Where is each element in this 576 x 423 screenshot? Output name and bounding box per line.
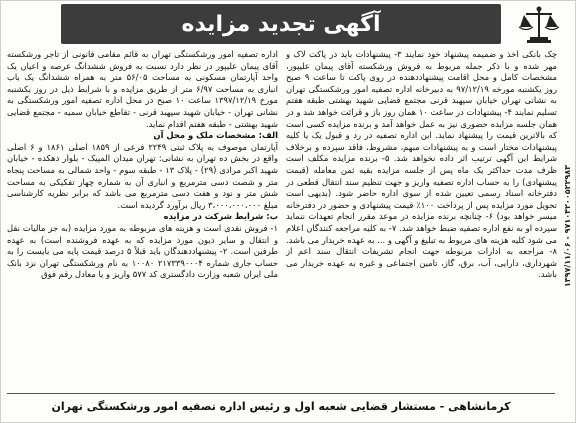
signature-line: کرمانشاهی - مستشار قضایی شعبه اول و رئیس اداره تصفیه امور ورشکستگی تهران	[51, 400, 511, 413]
page-title: آگهی تجدید مزایده	[181, 11, 381, 37]
section-a-title: الف: مشخصات ملک و محل آن	[153, 130, 278, 141]
section-a-body: آپارتمان موصوف به پلاک ثبتی ۲۲۴۹ فرعی از ۱۸۵۹ اصلی ۱۸۶۱ و ۶ اصلی واقع در بخش ده تهران به نشانی: تهران میدان المپیک - بلوار دهکده - خیابان شهید اکبر مرادی (۲۹) - پلاک ۱۳ - طبقه سوم - واحد شمالی به مساحت پنجاه متر و شصت دسی مترمربع و انباری آن به شماره چهار تفکیکی به مساحت شش متر و نود و هفت دسی مترمربع می باشد که برابر نظریه کارشناسی مبلغ ۳،۰۰۰،۰۰۰،۰۰۰ ریال برآورد گردیده است.	[7, 141, 278, 210]
right-column	[7, 49, 278, 389]
intro-paragraph: اداره تصفیه امور ورشکستگی تهران به قائم مقامی قانونی از تاجر ورشکسته آقای پیمان علیپور در نظر دارد نسبت به فروش ششدانگ عرصه و اعیان یک واحد آپارتمان مسکونی به مساحت ۵۶/۰۵ متر به همراه ششدانگ یک باب انباری به مساحت ۶/۹۷ متر از طریق مزایده و با شرایط ذیل در روز یکشنبه مورخ ۱۳۹۷/۱۲/۱۹ ساعت ۱۰ صبح در محل اداره تصفیه امور ورشکستگی به نشانی تهران - خیابان شهید سپهبد قرنی - تقاطع خیابان سمیه - مجتمع قضایی شهید بهشتی - طبقه هفتم اقدام نماید.	[7, 49, 278, 129]
reference-number: ۱۳۹۷/۱۱/۰۶ - ۹۷۱۰۴۲۰۰۵۲۲۹۸۳	[562, 164, 572, 288]
reference-stripe	[561, 61, 573, 391]
footer-signature-bar	[7, 393, 555, 419]
notice-columns	[7, 49, 557, 389]
title-banner	[61, 4, 501, 44]
section-b-title: ب: شرایط شرکت در مزایده	[163, 211, 278, 222]
left-column	[286, 49, 557, 389]
section-b-body: ۱- فروش نقدی است و هزینه های مربوطه به مورد مزایده (به جز مالیات نقل و انتقال و سایر دیون مورد مزایده که به عهده فروشنده است) به عهده طرفین است. ۲- پیشنهاددهندگان باید قبلاً ۵ درصد قیمت پایه می بایست را به حساب جاری شماره ۲۱۷۳۳۹۰۰۰۴ ۱۰۰۸۰ به نام ورشکستگی تهران نزد بانک ملی ایران شعبه وزارت دادگستری کد ۵۷۷ واریز و یا معادل رقم فوق	[7, 222, 278, 280]
conditions-continued: چک بانکی اخذ و ضمیمه پیشنهاد خود نمایند ۳- پیشنهادات باید در پاکت لاک و مهر شده و با ذکر جمله مربوط به فروش ورشکسته آقای پیمان علیپور، مشخصات کامل و محل اقامت پیشنهاددهنده در روی پاکت تا ساعت ۹ صبح روز یکشنبه مورخه ۹۷/۱۲/۱۹ به دبیرخانه اداره تصفیه امور ورشکستگی تهران به نشانی تهران خیابان سپهبد قرنی مجتمع قضایی شهید بهشتی طبقه هفتم تسلیم نمایند ۴- پیشنهادات در ساعت ۱۰ همان روز باز و قرائت خواهد شد و در همان جلسه مزایده حضوری نیز به عمل خواهد آمد و برنده مزایده کسی است که بالاترین قیمت را پیشنهاد نماید. این اداره تصفیه در رد و قبول یک یا کلیه پیشنهادات مختار است و به پیشنهادات مبهم، مشروط، فاقد سپرده و برخلاف شرایط این آگهی ترتیب اثر داده نخواهد شد. ۵- برنده مزایده مکلف است ظرف مدت حداکثر یک ماه پس از جلسه مزایده بقیه ثمن معامله (قیمت پیشنهادی) را به حساب اداره تصفیه واریز و جهت تنظیم سند انتقال قطعی در دفترخانه اسناد رسمی تعیین شده از سوی اداره حاضر شود. (بدیهی است تحویل مورد مزایده پس از پرداخت ۱۰۰٪ قیمت پیشنهادی و حضور در دفترخانه میسر خواهد بود) ۶- چنانچه برنده مزایده در موعد مقرر انجام تعهدات ننماید سپرده او به نفع اداره تصفیه ضبط خواهد شد. ۷- به کلیه مراجعه کنندگان اعلام می شود کلیه هزینه های مربوط به تبلیغ و آگهی و ... به عهده خریدار می باشد. ۸- مراجعه به ادارات مربوطه جهت انجام تشریفات انتقال سند اعم از شهرداری، دارایی، آب، برق، گاز، تامین اجتماعی و غیره به عهده خریدار می باشد.	[286, 49, 557, 280]
judiciary-emblem-icon	[509, 4, 569, 48]
